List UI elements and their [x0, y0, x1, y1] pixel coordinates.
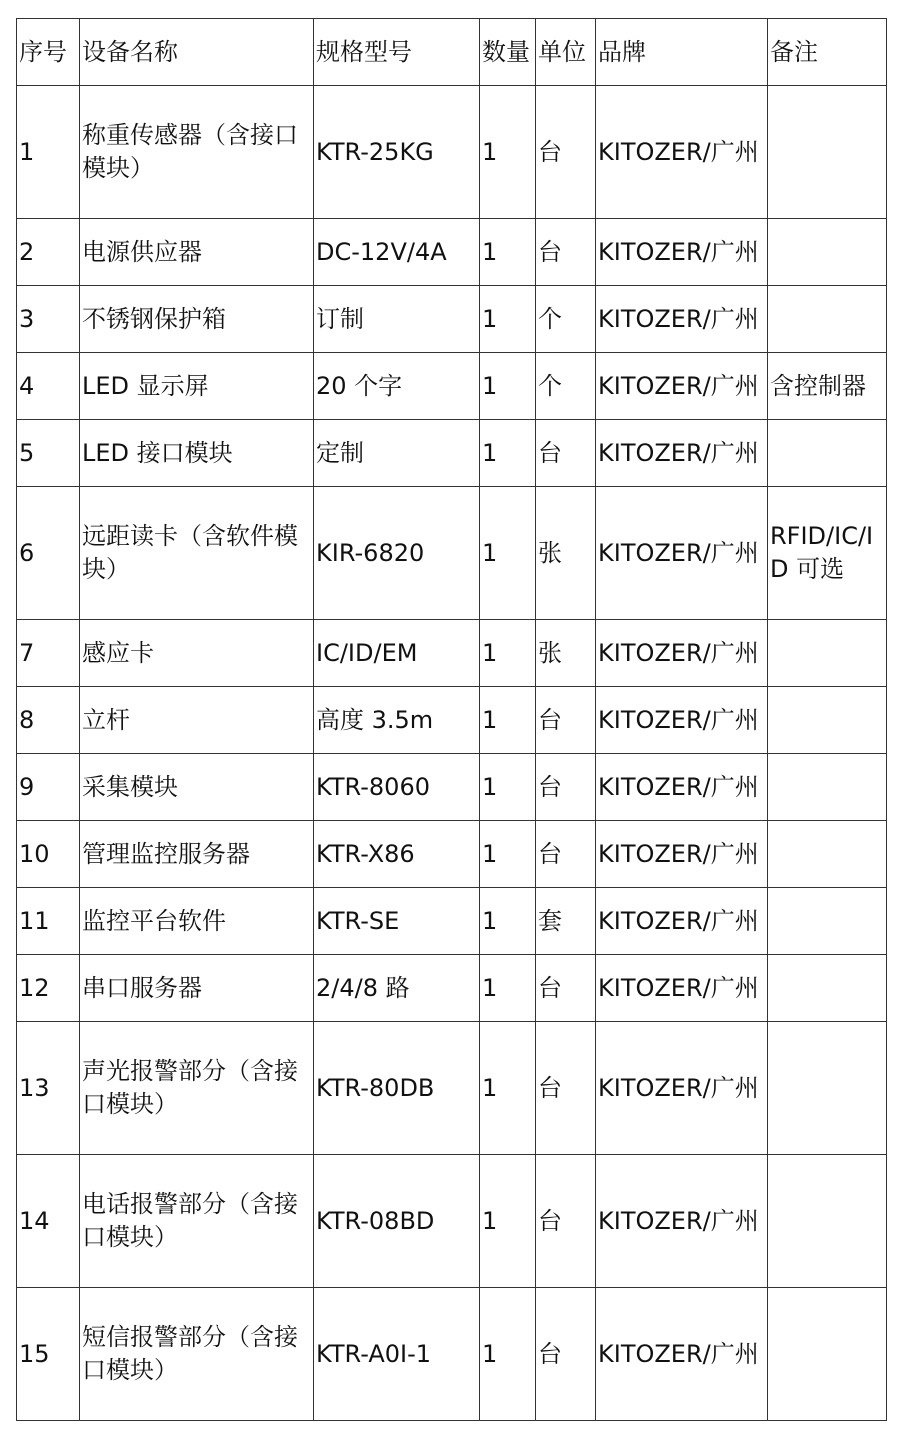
cell-quantity: 1: [480, 687, 536, 754]
cell-brand: KITOZER/广州: [596, 219, 768, 286]
cell-remarks: [768, 1155, 887, 1288]
cell-serial: 6: [17, 487, 80, 620]
cell-device-name: 远距读卡（含软件模块）: [80, 487, 314, 620]
cell-remarks: [768, 420, 887, 487]
cell-brand: KITOZER/广州: [596, 286, 768, 353]
cell-brand: KITOZER/广州: [596, 353, 768, 420]
cell-remarks: [768, 219, 887, 286]
table-row: [17, 353, 887, 420]
cell-brand: KITOZER/广州: [596, 1022, 768, 1155]
cell-brand: KITOZER/广州: [596, 1288, 768, 1421]
cell-quantity: 1: [480, 888, 536, 955]
table-row: [17, 420, 887, 487]
cell-model: KTR-8060: [314, 754, 480, 821]
table-row: [17, 487, 887, 620]
table-row: [17, 821, 887, 888]
cell-device-name: LED 接口模块: [80, 420, 314, 487]
cell-quantity: 1: [480, 487, 536, 620]
table-row: [17, 687, 887, 754]
cell-brand: KITOZER/广州: [596, 1155, 768, 1288]
cell-brand: KITOZER/广州: [596, 487, 768, 620]
cell-quantity: 1: [480, 286, 536, 353]
cell-model: KTR-X86: [314, 821, 480, 888]
header-device-name: 设备名称: [80, 19, 314, 86]
cell-device-name: 声光报警部分（含接口模块）: [80, 1022, 314, 1155]
cell-brand: KITOZER/广州: [596, 888, 768, 955]
cell-serial: 12: [17, 955, 80, 1022]
cell-quantity: 1: [480, 620, 536, 687]
cell-quantity: 1: [480, 219, 536, 286]
cell-quantity: 1: [480, 420, 536, 487]
cell-serial: 14: [17, 1155, 80, 1288]
cell-unit: 台: [536, 821, 596, 888]
cell-model: 定制: [314, 420, 480, 487]
header-remarks: 备注: [768, 19, 887, 86]
cell-remarks: [768, 821, 887, 888]
cell-model: KTR-25KG: [314, 86, 480, 219]
cell-remarks: [768, 754, 887, 821]
cell-unit: 个: [536, 286, 596, 353]
cell-quantity: 1: [480, 821, 536, 888]
cell-model: 高度 3.5m: [314, 687, 480, 754]
table-row: [17, 219, 887, 286]
table-row: [17, 86, 887, 219]
cell-remarks: [768, 1288, 887, 1421]
header-unit: 单位: [536, 19, 596, 86]
equipment-table: [16, 18, 887, 1421]
table-row: [17, 955, 887, 1022]
cell-unit: 台: [536, 754, 596, 821]
cell-remarks: [768, 687, 887, 754]
cell-remarks: [768, 86, 887, 219]
cell-brand: KITOZER/广州: [596, 687, 768, 754]
cell-unit: 台: [536, 86, 596, 219]
cell-serial: 7: [17, 620, 80, 687]
cell-serial: 8: [17, 687, 80, 754]
cell-quantity: 1: [480, 86, 536, 219]
cell-model: KIR-6820: [314, 487, 480, 620]
cell-serial: 10: [17, 821, 80, 888]
cell-device-name: 立杆: [80, 687, 314, 754]
cell-model: 2/4/8 路: [314, 955, 480, 1022]
cell-serial: 1: [17, 86, 80, 219]
cell-brand: KITOZER/广州: [596, 821, 768, 888]
cell-brand: KITOZER/广州: [596, 754, 768, 821]
cell-unit: 个: [536, 353, 596, 420]
table-row: [17, 754, 887, 821]
cell-model: KTR-A0I-1: [314, 1288, 480, 1421]
cell-device-name: 管理监控服务器: [80, 821, 314, 888]
cell-quantity: 1: [480, 353, 536, 420]
cell-unit: 台: [536, 1022, 596, 1155]
table-row: [17, 888, 887, 955]
table-row: [17, 1288, 887, 1421]
cell-model: DC-12V/4A: [314, 219, 480, 286]
cell-serial: 3: [17, 286, 80, 353]
table-row: [17, 1155, 887, 1288]
header-brand: 品牌: [596, 19, 768, 86]
cell-quantity: 1: [480, 754, 536, 821]
cell-serial: 2: [17, 219, 80, 286]
cell-device-name: 称重传感器（含接口模块）: [80, 86, 314, 219]
cell-device-name: 电话报警部分（含接口模块）: [80, 1155, 314, 1288]
cell-remarks: [768, 1022, 887, 1155]
cell-device-name: 电源供应器: [80, 219, 314, 286]
cell-device-name: 感应卡: [80, 620, 314, 687]
cell-model: 订制: [314, 286, 480, 353]
cell-unit: 台: [536, 687, 596, 754]
cell-serial: 5: [17, 420, 80, 487]
cell-brand: KITOZER/广州: [596, 86, 768, 219]
cell-brand: KITOZER/广州: [596, 955, 768, 1022]
cell-device-name: 串口服务器: [80, 955, 314, 1022]
cell-unit: 套: [536, 888, 596, 955]
cell-serial: 9: [17, 754, 80, 821]
table-header-row: [17, 19, 887, 86]
cell-model: KTR-08BD: [314, 1155, 480, 1288]
cell-serial: 13: [17, 1022, 80, 1155]
cell-model: 20 个字: [314, 353, 480, 420]
cell-remarks: [768, 888, 887, 955]
cell-device-name: LED 显示屏: [80, 353, 314, 420]
cell-unit: 张: [536, 620, 596, 687]
cell-unit: 张: [536, 487, 596, 620]
cell-remarks: [768, 286, 887, 353]
cell-serial: 11: [17, 888, 80, 955]
cell-quantity: 1: [480, 1288, 536, 1421]
cell-brand: KITOZER/广州: [596, 420, 768, 487]
cell-remarks: 含控制器: [768, 353, 887, 420]
cell-remarks: RFID/IC/ID 可选: [768, 487, 887, 620]
cell-model: KTR-SE: [314, 888, 480, 955]
cell-unit: 台: [536, 1155, 596, 1288]
cell-unit: 台: [536, 219, 596, 286]
cell-quantity: 1: [480, 955, 536, 1022]
cell-unit: 台: [536, 955, 596, 1022]
cell-device-name: 采集模块: [80, 754, 314, 821]
header-model: 规格型号: [314, 19, 480, 86]
cell-quantity: 1: [480, 1155, 536, 1288]
cell-remarks: [768, 955, 887, 1022]
cell-quantity: 1: [480, 1022, 536, 1155]
cell-device-name: 监控平台软件: [80, 888, 314, 955]
header-serial: 序号: [17, 19, 80, 86]
table-row: [17, 286, 887, 353]
cell-model: IC/ID/EM: [314, 620, 480, 687]
cell-unit: 台: [536, 420, 596, 487]
cell-unit: 台: [536, 1288, 596, 1421]
cell-brand: KITOZER/广州: [596, 620, 768, 687]
header-quantity: 数量: [480, 19, 536, 86]
cell-remarks: [768, 620, 887, 687]
cell-serial: 15: [17, 1288, 80, 1421]
cell-device-name: 短信报警部分（含接口模块）: [80, 1288, 314, 1421]
table-row: [17, 1022, 887, 1155]
cell-serial: 4: [17, 353, 80, 420]
table-row: [17, 620, 887, 687]
cell-device-name: 不锈钢保护箱: [80, 286, 314, 353]
cell-model: KTR-80DB: [314, 1022, 480, 1155]
